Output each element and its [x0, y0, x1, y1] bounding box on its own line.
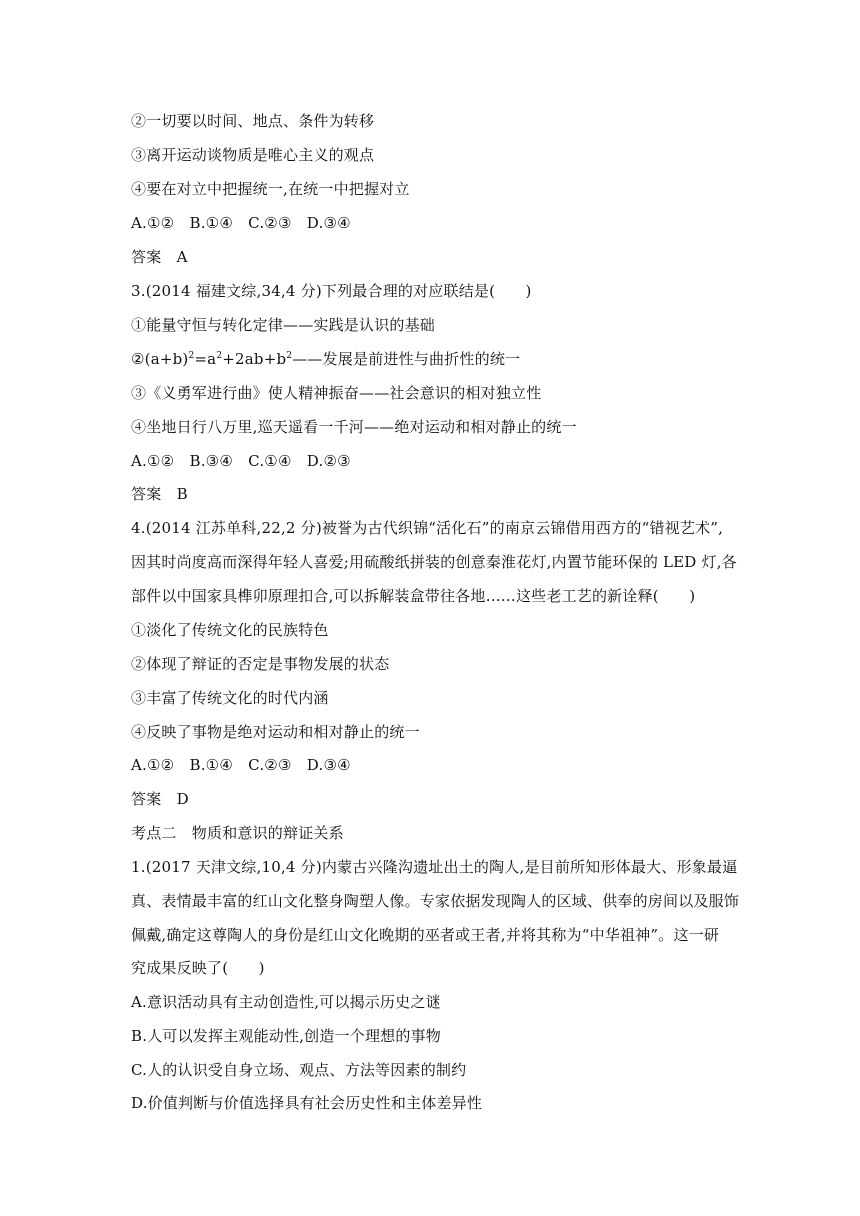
- s2q1-option-d: D.价值判断与价值选择具有社会历史性和主体差异性: [131, 1094, 483, 1112]
- q2-item-4: ④要在对立中把握统一,在统一中把握对立: [131, 180, 410, 198]
- q4-item-1: ①淡化了传统文化的民族特色: [131, 621, 329, 639]
- q4-stem-line-3: 部件以中国家具榫卯原理扣合,可以拆解装盒带往各地……这些老工艺的新诠释( ): [131, 587, 696, 605]
- s2q1-stem-line-1: 1.(2017 天津文综,10,4 分)内蒙古兴隆沟遗址出土的陶人,是目前所知形体最大、形象最逼: [131, 858, 738, 876]
- q4-options: A.①② B.①④ C.②③ D.③④: [131, 756, 351, 774]
- q3-stem: 3.(2014 福建文综,34,4 分)下列最合理的对应联结是( ): [131, 282, 532, 300]
- section-heading: 考点二 物质和意识的辩证关系: [131, 824, 344, 842]
- q3-options: A.①② B.③④ C.①④ D.②③: [131, 452, 351, 470]
- q2-item-2: ②一切要以时间、地点、条件为转移: [131, 112, 375, 130]
- q4-stem-line-2: 因其时尚度高而深得年轻人喜爱;用硫酸纸拼装的创意秦淮花灯,内置节能环保的 LED 灯,各: [131, 553, 737, 571]
- q2-answer: 答案 A: [131, 248, 188, 266]
- q4-answer: 答案 D: [131, 790, 189, 808]
- q4-item-2: ②体现了辩证的否定是事物发展的状态: [131, 655, 390, 673]
- s2q1-option-b: B.人可以发挥主观能动性,创造一个理想的事物: [131, 1027, 441, 1045]
- q3-item-4: ④坐地日行八万里,巡天遥看一千河——绝对运动和相对静止的统一: [131, 418, 577, 436]
- s2q1-stem-line-4: 究成果反映了( ): [131, 959, 265, 977]
- q4-stem-line-1: 4.(2014 江苏单科,22,2 分)被誉为古代织锦“活化石”的南京云锦借用西方的“错视艺术”,: [131, 519, 724, 537]
- q3-item-2: $②(a+b)^2=a^2+2ab+b^2——$发展是前进性与曲折性的统一: [131, 350, 521, 368]
- q3-answer: 答案 B: [131, 485, 188, 503]
- q2-options: A.①② B.①④ C.②③ D.③④: [131, 214, 351, 232]
- s2q1-stem-line-2: 真、表情最丰富的红山文化整身陶塑人像。专家依据发现陶人的区域、供奉的房间以及服饰: [131, 892, 740, 910]
- q4-item-3: ③丰富了传统文化的时代内涵: [131, 689, 329, 707]
- s2q1-stem-line-3: 佩戴,确定这尊陶人的身份是红山文化晚期的巫者或王者,并将其称为“中华祖神”。这一研: [131, 926, 720, 944]
- s2q1-option-c: C.人的认识受自身立场、观点、方法等因素的制约: [131, 1061, 467, 1079]
- q2-item-3: ③离开运动谈物质是唯心主义的观点: [131, 146, 375, 164]
- q3-item-1: ①能量守恒与转化定律——实践是认识的基础: [131, 316, 436, 334]
- q3-item-3: ③《义勇军进行曲》使人精神振奋——社会意识的相对独立性: [131, 384, 542, 402]
- q4-item-4: ④反映了事物是绝对运动和相对静止的统一: [131, 723, 420, 741]
- s2q1-option-a: A.意识活动具有主动创造性,可以揭示历史之谜: [131, 993, 441, 1011]
